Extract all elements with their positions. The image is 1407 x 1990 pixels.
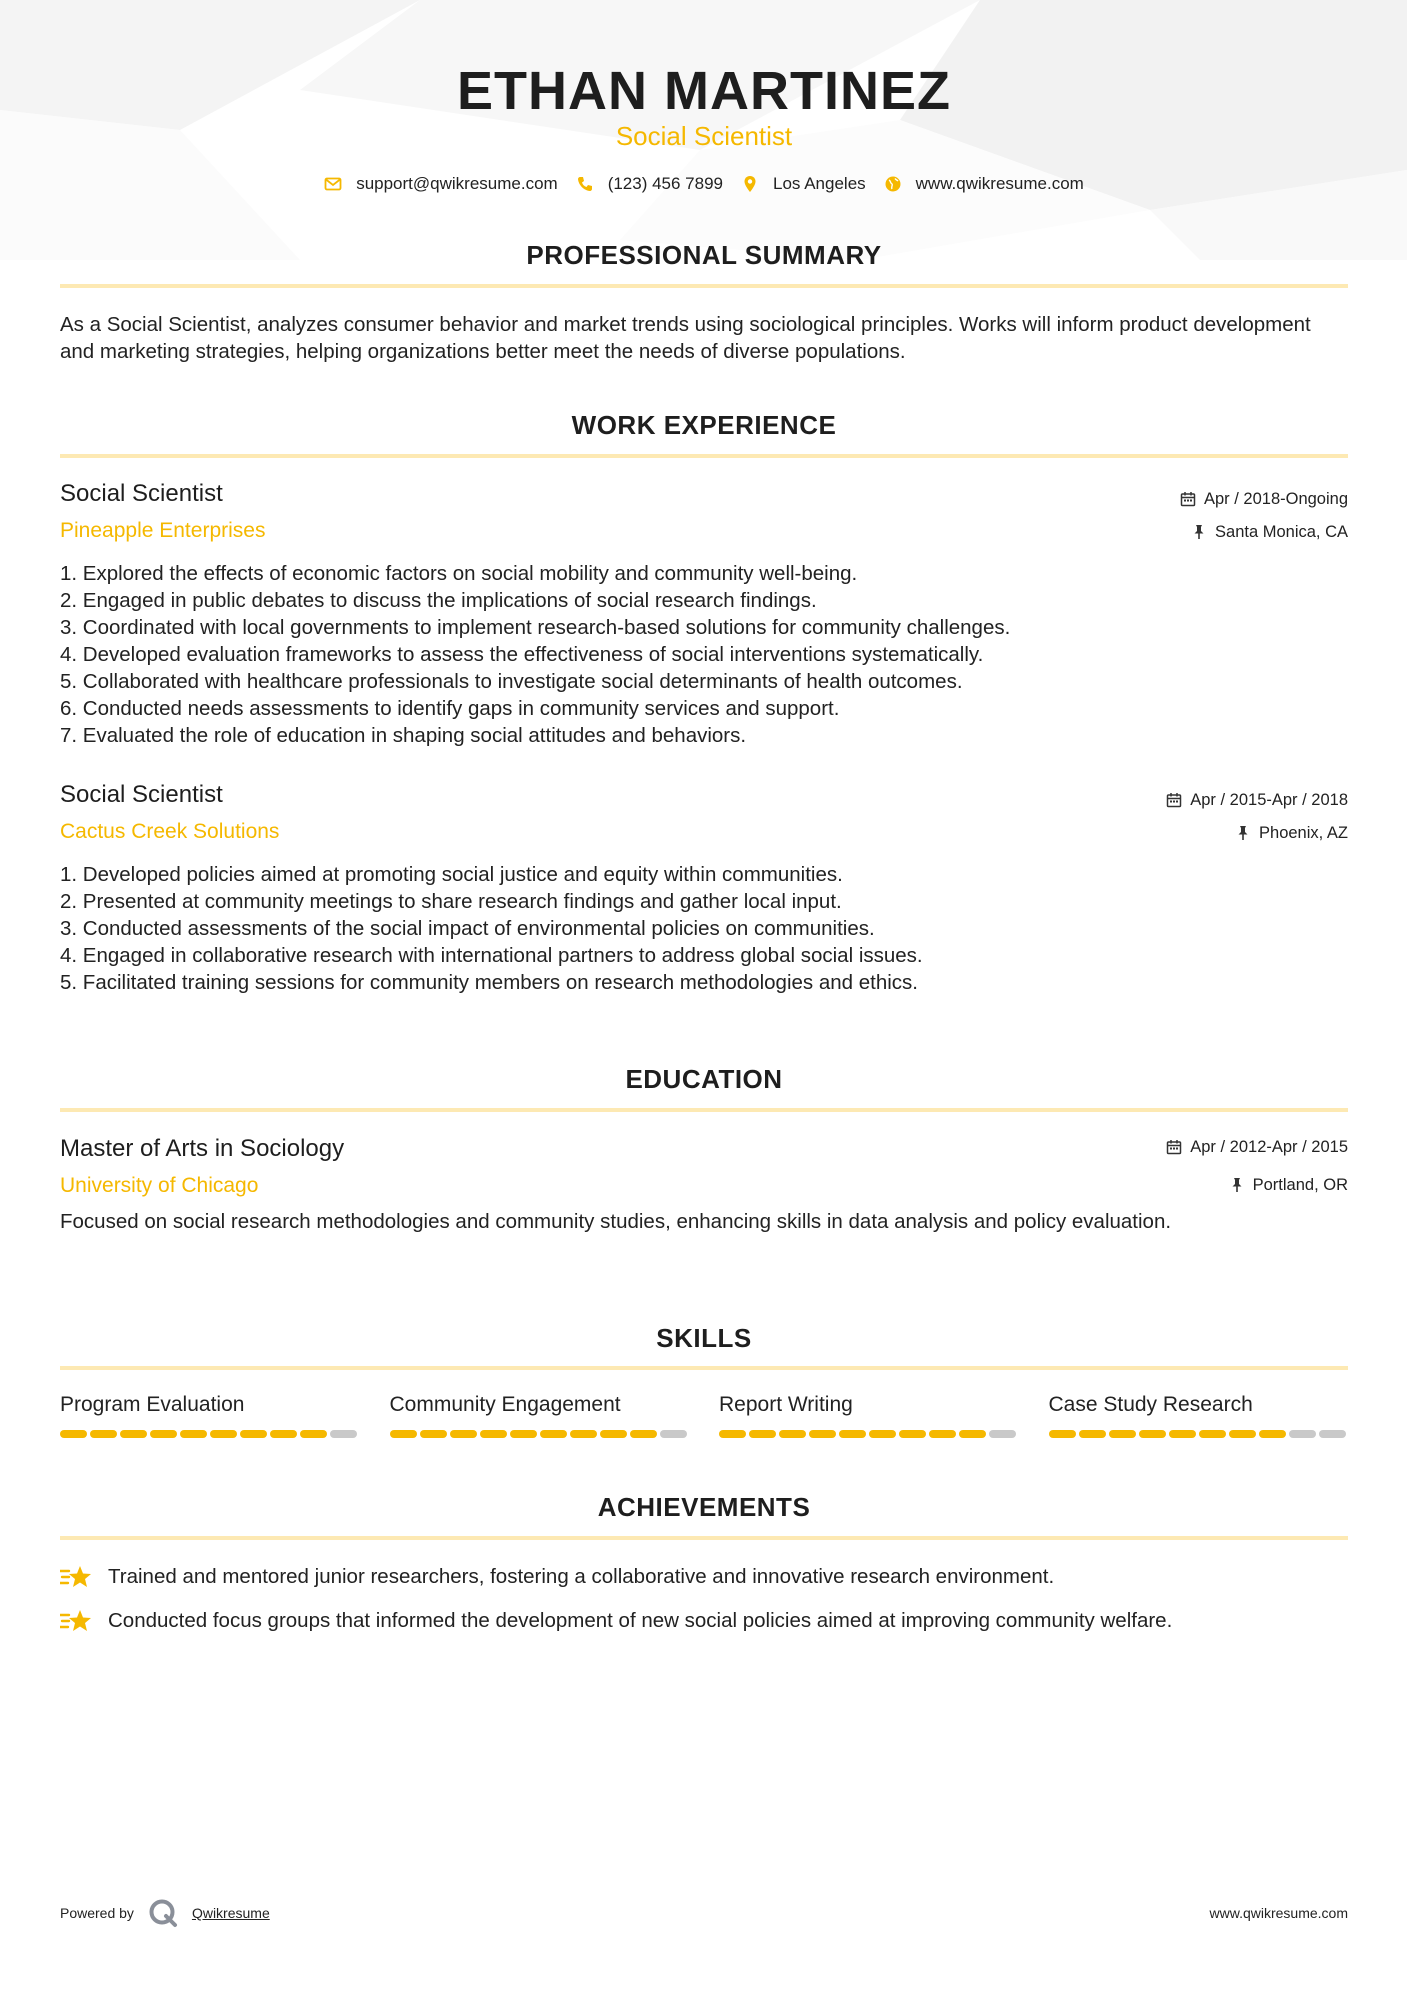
skills-grid	[60, 1390, 1348, 1438]
skill-segment-filled	[899, 1430, 926, 1438]
shooting-star-icon	[60, 1607, 92, 1635]
list-item: 2. Engaged in public debates to discuss the implications of social research findings.	[60, 589, 817, 612]
footer-url[interactable]: www.qwikresume.com	[1209, 1905, 1348, 1921]
achievements-divider	[60, 1536, 1348, 1540]
skill-segment-filled	[480, 1430, 507, 1438]
education-heading: EDUCATION	[625, 1064, 783, 1094]
skill-segment-filled	[1169, 1430, 1196, 1438]
job-dates-text: Apr / 2015-Apr / 2018	[1190, 791, 1348, 809]
footer-branding	[60, 1898, 270, 1928]
school-name: University of Chicago	[60, 1174, 259, 1197]
pushpin-icon	[1235, 825, 1251, 841]
skill-item	[60, 1390, 360, 1438]
skill-segment-filled	[570, 1430, 597, 1438]
shooting-star-icon	[60, 1563, 92, 1591]
job-location	[1191, 520, 1348, 544]
contact-location	[741, 174, 866, 194]
skill-segment-filled	[779, 1430, 806, 1438]
list-item: 3. Coordinated with local governments to implement research-based solutions for community challenges.	[60, 616, 1011, 639]
summary-text: As a Social Scientist, analyzes consumer behavior and market trends using sociological principles. Works will inform product development and marketing strategies, helping organizations better meet the needs of diverse populations.	[60, 313, 1311, 363]
skill-segment-filled	[749, 1430, 776, 1438]
skill-segment-filled	[719, 1430, 746, 1438]
contact-phone[interactable]	[576, 174, 723, 194]
skill-segment-empty	[660, 1430, 687, 1438]
skills-heading: SKILLS	[656, 1323, 752, 1353]
skill-segment-filled	[300, 1430, 327, 1438]
envelope-icon	[324, 175, 342, 193]
job-title: Social Scientist	[60, 480, 223, 507]
skill-name: Program Evaluation	[60, 1393, 245, 1416]
skill-segment-filled	[120, 1430, 147, 1438]
achievement-item	[60, 1607, 1348, 1635]
skill-segment-filled	[180, 1430, 207, 1438]
contact-website-text: www.qwikresume.com	[915, 174, 1084, 193]
list-item: 1. Explored the effects of economic factors on social mobility and community well-being.	[60, 562, 858, 585]
achievement-text: Conducted focus groups that informed the development of new social policies aimed at improving community welfare.	[108, 1609, 1173, 1632]
powered-by-label: Powered by	[60, 1905, 134, 1921]
skill-segment-filled	[1109, 1430, 1136, 1438]
skill-segment-filled	[450, 1430, 477, 1438]
job-location-text: Santa Monica, CA	[1215, 523, 1348, 541]
skills-divider	[60, 1366, 1348, 1370]
skill-segment-filled	[869, 1430, 896, 1438]
qwikresume-link[interactable]: Qwikresume	[191, 1905, 270, 1921]
job-company: Pineapple Enterprises	[60, 519, 266, 542]
contact-location-text: Los Angeles	[773, 174, 866, 193]
list-item: 6. Conducted needs assessments to identify gaps in community services and support.	[60, 697, 840, 720]
skill-segment-filled	[1199, 1430, 1226, 1438]
skill-segment-filled	[540, 1430, 567, 1438]
experience-heading: WORK EXPERIENCE	[571, 410, 837, 440]
pushpin-icon	[1191, 524, 1207, 540]
calendar-icon	[1166, 792, 1182, 808]
job-duties-list	[60, 560, 1348, 749]
contact-website[interactable]	[884, 174, 1084, 194]
education-divider	[60, 1108, 1348, 1112]
skill-segment-filled	[210, 1430, 237, 1438]
skill-segment-filled	[510, 1430, 537, 1438]
list-item: 2. Presented at community meetings to share research findings and gather local input.	[60, 890, 842, 913]
job-title: Social Scientist	[60, 781, 223, 808]
skill-segment-filled	[1229, 1430, 1256, 1438]
skill-segment-filled	[1079, 1430, 1106, 1438]
skill-item	[390, 1390, 690, 1438]
summary-divider	[60, 284, 1348, 288]
skill-name: Community Engagement	[389, 1393, 621, 1416]
list-item: 5. Facilitated training sessions for community members on research methodologies and ethics.	[60, 971, 918, 994]
skill-segment-empty	[330, 1430, 357, 1438]
achievement-text: Trained and mentored junior researchers, fostering a collaborative and innovative research environment.	[108, 1565, 1055, 1588]
job-location-text: Phoenix, AZ	[1259, 824, 1348, 842]
contact-email-text: support@qwikresume.com	[356, 174, 558, 193]
qwikresume-logo-icon	[148, 1898, 178, 1928]
skill-segment-filled	[390, 1430, 417, 1438]
skill-segment-filled	[420, 1430, 447, 1438]
skill-segment-filled	[60, 1430, 87, 1438]
skill-level-bar	[1049, 1430, 1349, 1438]
phone-icon	[576, 175, 594, 193]
skill-segment-filled	[150, 1430, 177, 1438]
skill-segment-filled	[270, 1430, 297, 1438]
skill-segment-filled	[1259, 1430, 1286, 1438]
list-item: 7. Evaluated the role of education in shaping social attitudes and behaviors.	[60, 724, 747, 747]
skill-segment-filled	[240, 1430, 267, 1438]
list-item: 1. Developed policies aimed at promoting social justice and equity within communities.	[60, 863, 843, 886]
education-location	[1229, 1173, 1348, 1197]
job-company: Cactus Creek Solutions	[60, 820, 280, 843]
skill-segment-filled	[839, 1430, 866, 1438]
skill-level-bar	[719, 1430, 1019, 1438]
degree-title: Master of Arts in Sociology	[60, 1135, 345, 1162]
skill-segment-empty	[1289, 1430, 1316, 1438]
experience-divider	[60, 454, 1348, 458]
skill-segment-filled	[929, 1430, 956, 1438]
job-dates	[1166, 788, 1348, 812]
calendar-icon	[1166, 1139, 1182, 1155]
skill-name: Case Study Research	[1048, 1393, 1253, 1416]
job-location	[1235, 821, 1348, 845]
job-duties-list	[60, 861, 1348, 996]
job-dates-text: Apr / 2018-Ongoing	[1203, 490, 1348, 508]
job-dates	[1180, 487, 1348, 511]
calendar-icon	[1180, 491, 1196, 507]
skill-name: Report Writing	[719, 1393, 853, 1416]
map-pin-icon	[741, 175, 759, 193]
skill-segment-filled	[1139, 1430, 1166, 1438]
skill-segment-filled	[630, 1430, 657, 1438]
skill-item	[1049, 1390, 1349, 1438]
skill-segment-filled	[600, 1430, 627, 1438]
list-item: 3. Conducted assessments of the social impact of environmental policies on communities.	[60, 917, 875, 940]
skill-item	[719, 1390, 1019, 1438]
education-description: Focused on social research methodologies and community studies, enhancing skills in data analysis and policy evaluation.	[60, 1210, 1172, 1233]
globe-icon	[884, 175, 902, 193]
candidate-name: ETHAN MARTINEZ	[457, 61, 951, 121]
education-dates	[1166, 1135, 1348, 1159]
contact-email[interactable]	[324, 174, 558, 194]
skill-segment-filled	[809, 1430, 836, 1438]
contact-phone-text: (123) 456 7899	[607, 174, 724, 193]
pushpin-icon	[1229, 1177, 1245, 1193]
skill-level-bar	[60, 1430, 360, 1438]
education-location-text: Portland, OR	[1252, 1176, 1348, 1194]
list-item: 5. Collaborated with healthcare professionals to investigate social determinants of health outcomes.	[60, 670, 963, 693]
skill-segment-empty	[1319, 1430, 1346, 1438]
skill-level-bar	[390, 1430, 690, 1438]
skill-segment-filled	[90, 1430, 117, 1438]
skill-segment-filled	[1049, 1430, 1076, 1438]
skill-segment-empty	[989, 1430, 1016, 1438]
education-dates-text: Apr / 2012-Apr / 2015	[1190, 1138, 1348, 1156]
skill-segment-filled	[959, 1430, 986, 1438]
achievement-item	[60, 1563, 1348, 1591]
candidate-title: Social Scientist	[615, 121, 793, 151]
contact-bar	[60, 170, 1348, 198]
list-item: 4. Engaged in collaborative research with international partners to address global social issues.	[60, 944, 923, 967]
achievements-heading: ACHIEVEMENTS	[597, 1492, 811, 1522]
list-item: 4. Developed evaluation frameworks to assess the effectiveness of social interventions systematically.	[60, 643, 984, 666]
summary-heading: PROFESSIONAL SUMMARY	[526, 240, 882, 270]
